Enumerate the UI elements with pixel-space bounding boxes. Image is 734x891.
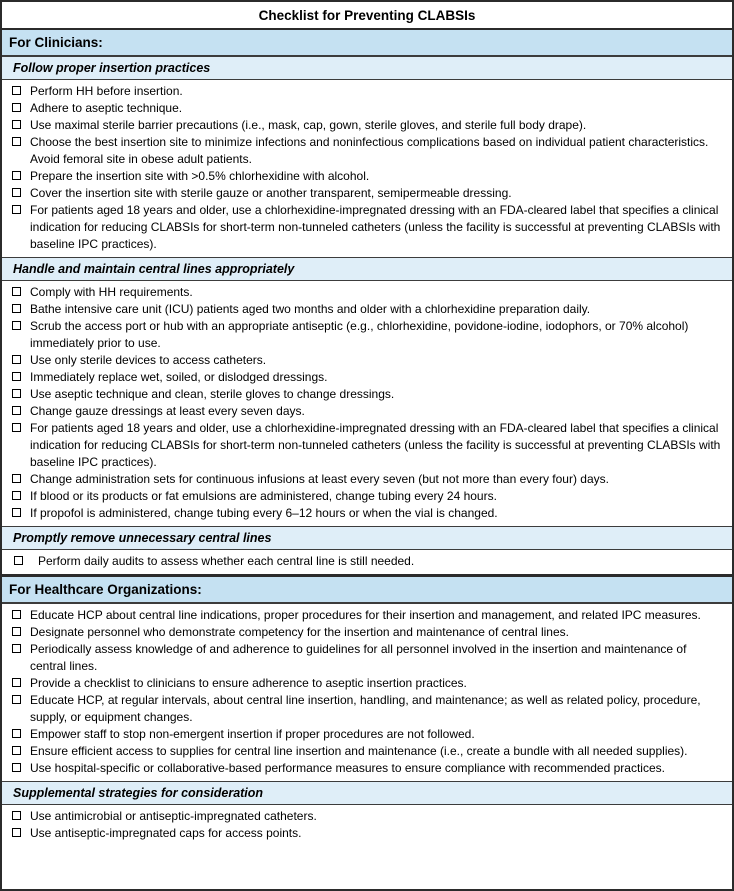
checklist-item-text: Educate HCP, at regular intervals, about central line insertion, handling, and maintenance; as well as related policy, procedure, supply, or equipment changes. bbox=[30, 693, 701, 724]
checkbox-unchecked-icon[interactable] bbox=[12, 103, 21, 112]
checklist-item bbox=[11, 624, 724, 641]
checkbox-unchecked-icon[interactable] bbox=[12, 746, 21, 755]
checklist-item-text: For patients aged 18 years and older, use a chlorhexidine-impregnated dressing with an FDA-cleared label that specifies a clinical indication for reducing CLABSIs for short-term non-tunneled catheters (unless the facility is successful at preventing CLABSIs with baseline IPC practices). bbox=[30, 421, 721, 469]
checklist-item-text: Use antiseptic-impregnated caps for access points. bbox=[30, 826, 302, 840]
checklist-items bbox=[2, 550, 732, 574]
checklist-item bbox=[11, 471, 724, 488]
checklist-item bbox=[11, 553, 724, 570]
checklist-item-text: Prepare the insertion site with >0.5% chlorhexidine with alcohol. bbox=[30, 169, 370, 183]
checklist-item bbox=[11, 743, 724, 760]
checklist-item bbox=[11, 825, 724, 842]
checklist-item-text: Use hospital-specific or collaborative-based performance measures to ensure compliance with recommended practices. bbox=[30, 761, 665, 775]
checkbox-unchecked-icon[interactable] bbox=[12, 188, 21, 197]
checklist-item bbox=[11, 117, 724, 134]
checkbox-unchecked-icon[interactable] bbox=[12, 389, 21, 398]
checklist-item-text: Designate personnel who demonstrate competency for the insertion and maintenance of central lines. bbox=[30, 625, 569, 639]
checkbox-unchecked-icon[interactable] bbox=[12, 321, 21, 330]
section-header: For Clinicians: bbox=[2, 30, 732, 57]
checkbox-unchecked-icon[interactable] bbox=[14, 556, 23, 565]
checklist-item-text: Comply with HH requirements. bbox=[30, 285, 193, 299]
checklist-item-text: Use antimicrobial or antiseptic-impregnated catheters. bbox=[30, 809, 317, 823]
checklist-item-text: Perform HH before insertion. bbox=[30, 84, 183, 98]
checkbox-unchecked-icon[interactable] bbox=[12, 474, 21, 483]
checkbox-unchecked-icon[interactable] bbox=[12, 406, 21, 415]
checklist-item-text: Use maximal sterile barrier precautions (i.e., mask, cap, gown, sterile gloves, and sterile full body drape). bbox=[30, 118, 587, 132]
checkbox-unchecked-icon[interactable] bbox=[12, 627, 21, 636]
checklist-item bbox=[11, 808, 724, 825]
checklist-item bbox=[11, 505, 724, 522]
checklist-item bbox=[11, 607, 724, 624]
checkbox-unchecked-icon[interactable] bbox=[12, 695, 21, 704]
checkbox-unchecked-icon[interactable] bbox=[12, 205, 21, 214]
checklist-item-text: Perform daily audits to assess whether each central line is still needed. bbox=[38, 554, 415, 568]
checklist-item bbox=[11, 420, 724, 471]
checklist-item bbox=[11, 301, 724, 318]
checkbox-unchecked-icon[interactable] bbox=[12, 828, 21, 837]
checklist-item bbox=[11, 726, 724, 743]
checklist-item-text: Scrub the access port or hub with an appropriate antiseptic (e.g., chlorhexidine, povidone-iodine, iodophors, or 70% alcohol) immediately prior to use. bbox=[30, 319, 689, 350]
checkbox-unchecked-icon[interactable] bbox=[12, 610, 21, 619]
checkbox-unchecked-icon[interactable] bbox=[12, 644, 21, 653]
checklist-item-text: Change administration sets for continuous infusions at least every seven (but not more than every four) days. bbox=[30, 472, 609, 486]
subsection-header: Promptly remove unnecessary central lines bbox=[2, 526, 732, 550]
checkbox-unchecked-icon[interactable] bbox=[12, 372, 21, 381]
checklist-item-text: Adhere to aseptic technique. bbox=[30, 101, 183, 115]
checklist-item-text: Bathe intensive care unit (ICU) patients aged two months and older with a chlorhexidine preparation daily. bbox=[30, 302, 591, 316]
checklist-item-text: For patients aged 18 years and older, use a chlorhexidine-impregnated dressing with an FDA-cleared label that specifies a clinical indication for reducing CLABSIs for short-term non-tunneled catheters (unless the facility is successful at preventing CLABSIs with baseline IPC practices). bbox=[30, 203, 721, 251]
checklist-item-text: Empower staff to stop non-emergent insertion if proper procedures are not followed. bbox=[30, 727, 475, 741]
checklist-item-text: Use only sterile devices to access catheters. bbox=[30, 353, 267, 367]
checklist-item-text: Ensure efficient access to supplies for central line insertion and maintenance (i.e., create a bundle with all needed supplies). bbox=[30, 744, 688, 758]
checklist-item-text: Choose the best insertion site to minimize infections and noninfectious complications based on individual patient characteristics. Avoid femoral site in obese adult patients. bbox=[30, 135, 709, 166]
checklist-item bbox=[11, 202, 724, 253]
checklist-item-text: Change gauze dressings at least every seven days. bbox=[30, 404, 305, 418]
checklist-item bbox=[11, 675, 724, 692]
checklist-item bbox=[11, 488, 724, 505]
checklist-item bbox=[11, 369, 724, 386]
checklist-items bbox=[2, 80, 732, 257]
section-header: For Healthcare Organizations: bbox=[2, 577, 732, 604]
checklist-item-text: If propofol is administered, change tubing every 6–12 hours or when the vial is changed. bbox=[30, 506, 498, 520]
checklist-item bbox=[11, 403, 724, 420]
checkbox-unchecked-icon[interactable] bbox=[12, 171, 21, 180]
checkbox-unchecked-icon[interactable] bbox=[12, 304, 21, 313]
checklist-items bbox=[2, 281, 732, 526]
checklist-items bbox=[2, 805, 732, 846]
checkbox-unchecked-icon[interactable] bbox=[12, 811, 21, 820]
subsection-header: Handle and maintain central lines appropriately bbox=[2, 257, 732, 281]
checklist-item bbox=[11, 284, 724, 301]
checklist-item bbox=[11, 692, 724, 726]
checklist-section bbox=[2, 30, 732, 574]
checkbox-unchecked-icon[interactable] bbox=[12, 508, 21, 517]
checkbox-unchecked-icon[interactable] bbox=[12, 120, 21, 129]
document-title: Checklist for Preventing CLABSIs bbox=[2, 2, 732, 30]
checklist-item bbox=[11, 641, 724, 675]
subsection-header: Follow proper insertion practices bbox=[2, 57, 732, 80]
checklist-item-text: Provide a checklist to clinicians to ensure adherence to aseptic insertion practices. bbox=[30, 676, 467, 690]
checklist-item bbox=[11, 185, 724, 202]
checklist-item-text: Educate HCP about central line indications, proper procedures for their insertion and management, and related IPC measures. bbox=[30, 608, 701, 622]
checkbox-unchecked-icon[interactable] bbox=[12, 86, 21, 95]
checklist-item bbox=[11, 168, 724, 185]
checklist-item-text: If blood or its products or fat emulsions are administered, change tubing every 24 hours. bbox=[30, 489, 497, 503]
checklist-item bbox=[11, 83, 724, 100]
checklist-item bbox=[11, 352, 724, 369]
checkbox-unchecked-icon[interactable] bbox=[12, 678, 21, 687]
checklist-item-text: Use aseptic technique and clean, sterile gloves to change dressings. bbox=[30, 387, 395, 401]
sections-container bbox=[2, 30, 732, 846]
checklist-item bbox=[11, 100, 724, 117]
checkbox-unchecked-icon[interactable] bbox=[12, 137, 21, 146]
checklist-item-text: Immediately replace wet, soiled, or dislodged dressings. bbox=[30, 370, 328, 384]
checklist-item-text: Periodically assess knowledge of and adherence to guidelines for all personnel involved in the insertion and maintenance of central lines. bbox=[30, 642, 687, 673]
checkbox-unchecked-icon[interactable] bbox=[12, 763, 21, 772]
checkbox-unchecked-icon[interactable] bbox=[12, 423, 21, 432]
checklist-item bbox=[11, 134, 724, 168]
subsection-header: Supplemental strategies for consideration bbox=[2, 781, 732, 805]
checklist-items bbox=[2, 604, 732, 781]
checkbox-unchecked-icon[interactable] bbox=[12, 491, 21, 500]
checkbox-unchecked-icon[interactable] bbox=[12, 729, 21, 738]
checklist-item-text: Cover the insertion site with sterile gauze or another transparent, semipermeable dressing. bbox=[30, 186, 512, 200]
checkbox-unchecked-icon[interactable] bbox=[12, 287, 21, 296]
checklist-section bbox=[2, 574, 732, 846]
checklist-item bbox=[11, 760, 724, 777]
checklist-item bbox=[11, 318, 724, 352]
checkbox-unchecked-icon[interactable] bbox=[12, 355, 21, 364]
checklist-item bbox=[11, 386, 724, 403]
